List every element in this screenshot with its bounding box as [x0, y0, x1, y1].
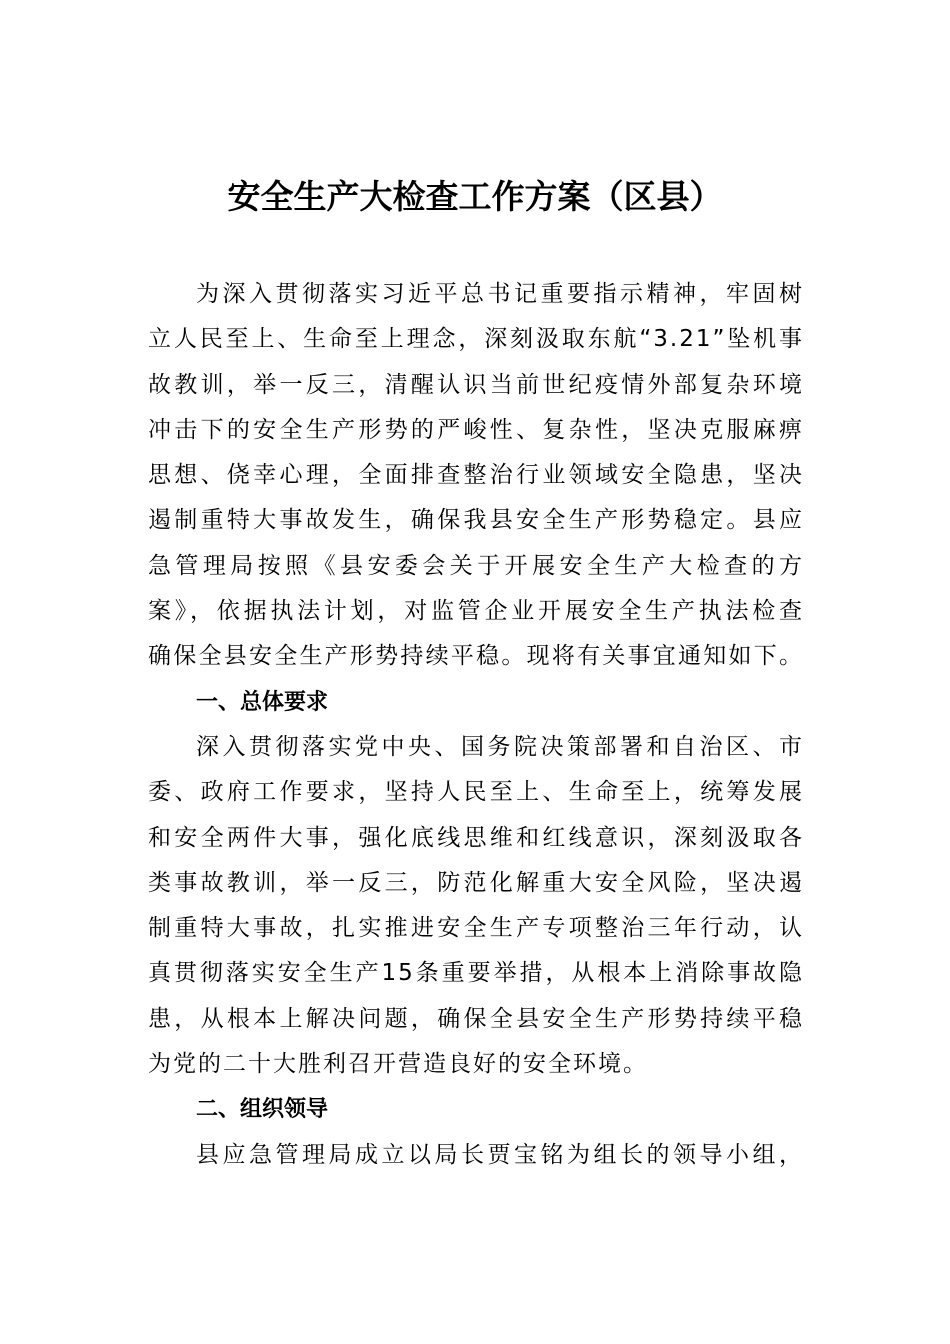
paragraph-line: 真贯彻落实安全生产15条重要举措，从根本上消除事故隐 [148, 960, 804, 987]
paragraph-line: 县应急管理局成立以局长贾宝铭为组长的领导小组， [196, 1141, 804, 1168]
section-heading: 一、总体要求 [196, 689, 329, 715]
paragraph-line: 故教训，举一反三，清醒认识当前世纪疫情外部复杂环境 [148, 371, 804, 398]
paragraph-line: 为党的二十大胜利召开营造良好的安全环境。 [148, 1051, 648, 1078]
document-body [148, 272, 804, 1178]
paragraph-line: 冲击下的安全生产形势的严峻性、复杂性，坚决克服麻痹 [148, 416, 804, 443]
paragraph-line: 遏制重特大事故发生，确保我县安全生产形势稳定。县应 [148, 507, 804, 534]
paragraph-line: 思想、侥幸心理，全面排查整治行业领域安全隐患，坚决 [148, 462, 804, 489]
paragraph-line: 确保全县安全生产形势持续平稳。现将有关事宜通知如下。 [148, 643, 804, 670]
paragraph-line: 立人民至上、生命至上理念，深刻汲取东航“3.21”坠机事 [148, 326, 804, 353]
paragraph-line: 深入贯彻落实党中央、国务院决策部署和自治区、市 [196, 733, 804, 760]
paragraph-line: 制重特大事故，扎实推进安全生产专项整治三年行动，认 [148, 915, 804, 942]
intro-paragraph [148, 272, 804, 680]
document-title: 安全生产大检查工作方案（区县） [227, 177, 723, 216]
paragraph-line: 类事故教训，举一反三，防范化解重大安全风险，坚决遏 [148, 869, 804, 896]
section-heading: 二、组织领导 [196, 1097, 329, 1123]
paragraph-line: 患，从根本上解决问题，确保全县安全生产形势持续平稳 [148, 1005, 804, 1032]
section-general-requirements [148, 680, 804, 1088]
paragraph-line: 和安全两件大事，强化底线思维和红线意识，深刻汲取各 [148, 824, 804, 851]
paragraph-line: 为深入贯彻落实习近平总书记重要指示精神，牢固树 [196, 281, 804, 307]
paragraph-line: 急管理局按照《县安委会关于开展安全生产大检查的方 [148, 552, 804, 579]
paragraph-line: 案》，依据执法计划，对监管企业开展安全生产执法检查 [148, 598, 804, 625]
paragraph-line: 委、政府工作要求，坚持人民至上、生命至上，统筹发展 [148, 779, 804, 806]
section-organization-leadership [148, 1087, 804, 1178]
